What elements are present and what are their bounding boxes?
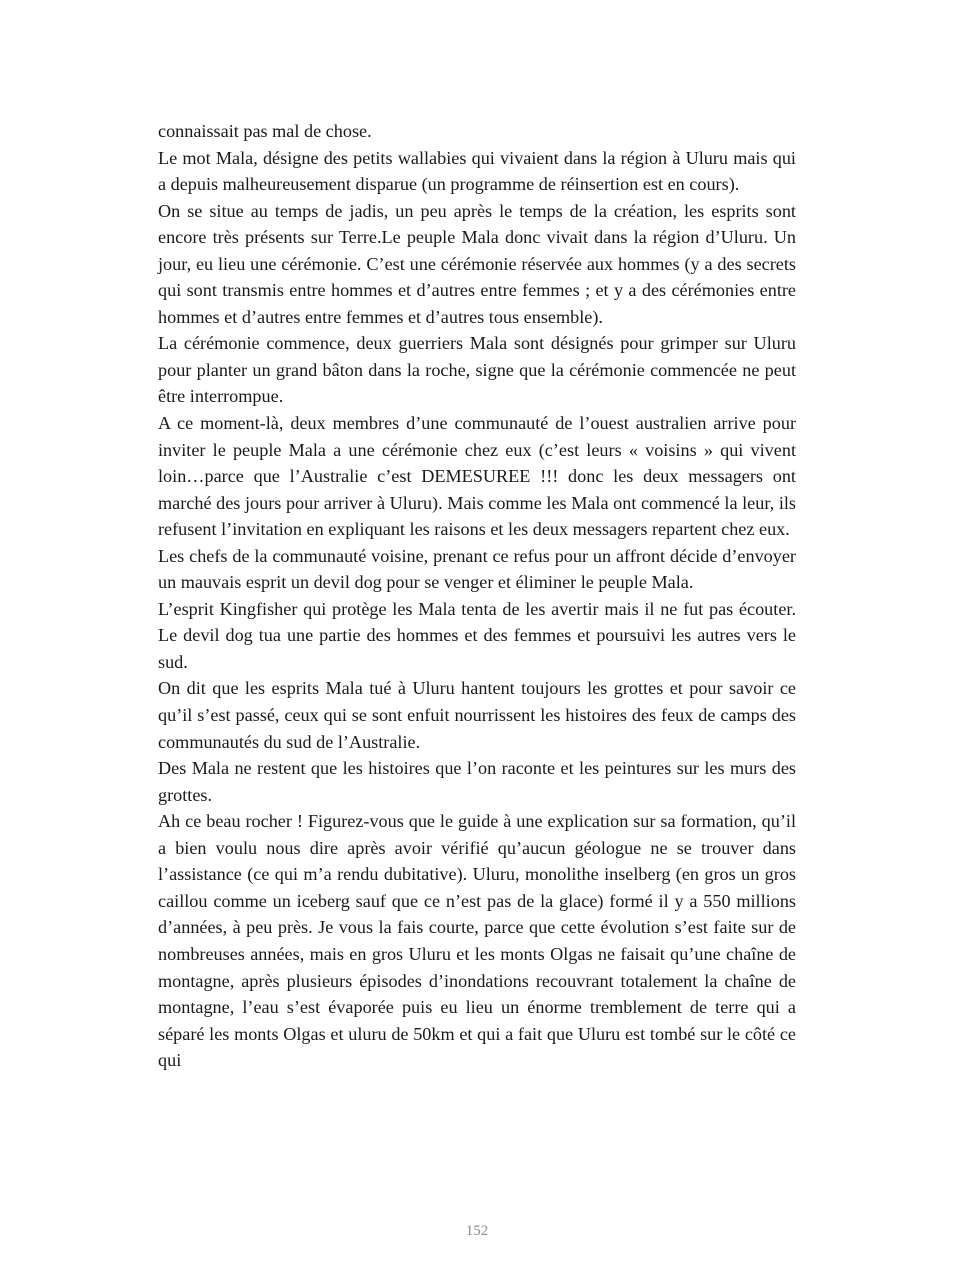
paragraph: Des Mala ne restent que les histoires que l’on raconte et les peintures sur les murs des grottes.: [158, 758, 796, 805]
paragraph: connaissait pas mal de chose.: [158, 121, 372, 141]
paragraph: Le mot Mala, désigne des petits wallabies qui vivaient dans la région à Uluru mais qui a depuis malheureusement disparue (un programme de réinsertion est en cours).: [158, 147, 796, 195]
paragraph: On dit que les esprits Mala tué à Uluru hantent toujours les grottes et pour savoir ce qu’il s’est passé, ceux qui se sont enfuit nourrissent les histoires des feux de camps des communautés du sud de l’Australie.: [158, 678, 796, 752]
paragraph: L’esprit Kingfisher qui protège les Mala tenta de les avertir mais il ne fut pas écouter. Le devil dog tua une partie des hommes et des femmes et poursuivi les autres vers le sud.: [158, 598, 796, 672]
page-number: 152: [465, 1223, 489, 1239]
paragraph: A ce moment-là, deux membres d’une communauté de l’ouest australien arrive pour inviter le peuple Mala a une cérémonie chez eux (c’est leurs « voisins » qui vivent loin…parce que l’Australie c’est DEMESUREE !!! donc les deux messagers ont marché des jours pour arriver à Uluru). Mais comme les Mala ont commencé la leur, ils refusent l’invitation en expliquant les raisons et les deux messagers repartent chez eux.: [158, 413, 796, 540]
paragraph: Les chefs de la communauté voisine, prenant ce refus pour un affront décide d’envoyer un mauvais esprit un devil dog pour se venger et éliminer le peuple Mala.: [158, 545, 796, 593]
paragraph: La cérémonie commence, deux guerriers Mala sont désignés pour grimper sur Uluru pour planter un grand bâton dans la roche, signe que la cérémonie commencée ne peut être interrompue.: [158, 333, 796, 407]
paragraph: On se situe au temps de jadis, un peu après le temps de la création, les esprits sont encore très présents sur Terre.Le peuple Mala donc vivait dans la région d’Uluru. Un jour, eu lieu une cérémonie. C’est une cérémonie réservée aux hommes (y a des secrets qui sont transmis entre hommes et d’autres entre femmes ; et y a des cérémonies entre hommes et d’autres entre femmes et d’autres tous ensemble).: [158, 200, 796, 327]
page-body: [158, 118, 796, 1074]
paragraph: Ah ce beau rocher ! Figurez-vous que le guide à une explication sur sa formation, qu’il a bien voulu nous dire après avoir vérifié qu’aucun géologue ne se trouver dans l’assistance (ce qui m’a rendu dubitative). Uluru, monolithe inselberg (en gros un gros caillou comme un iceberg sauf que ce n’est pas de la glace) formé il y a 550 millions d’années, à peu près. Je vous la fais courte, parce que cette évolution s’est faite sur de nombreuses années, mais en gros Uluru et les monts Olgas ne faisait qu’une chaîne de montagne, après plusieurs épisodes d’inondations recouvrant totalement la chaîne de montagne, l’eau s’est évaporée puis eu lieu un énorme tremblement de terre qui a séparé les monts Olgas et uluru de 50km et qui a fait que Uluru est tombé sur le côté ce qui: [158, 811, 796, 1071]
